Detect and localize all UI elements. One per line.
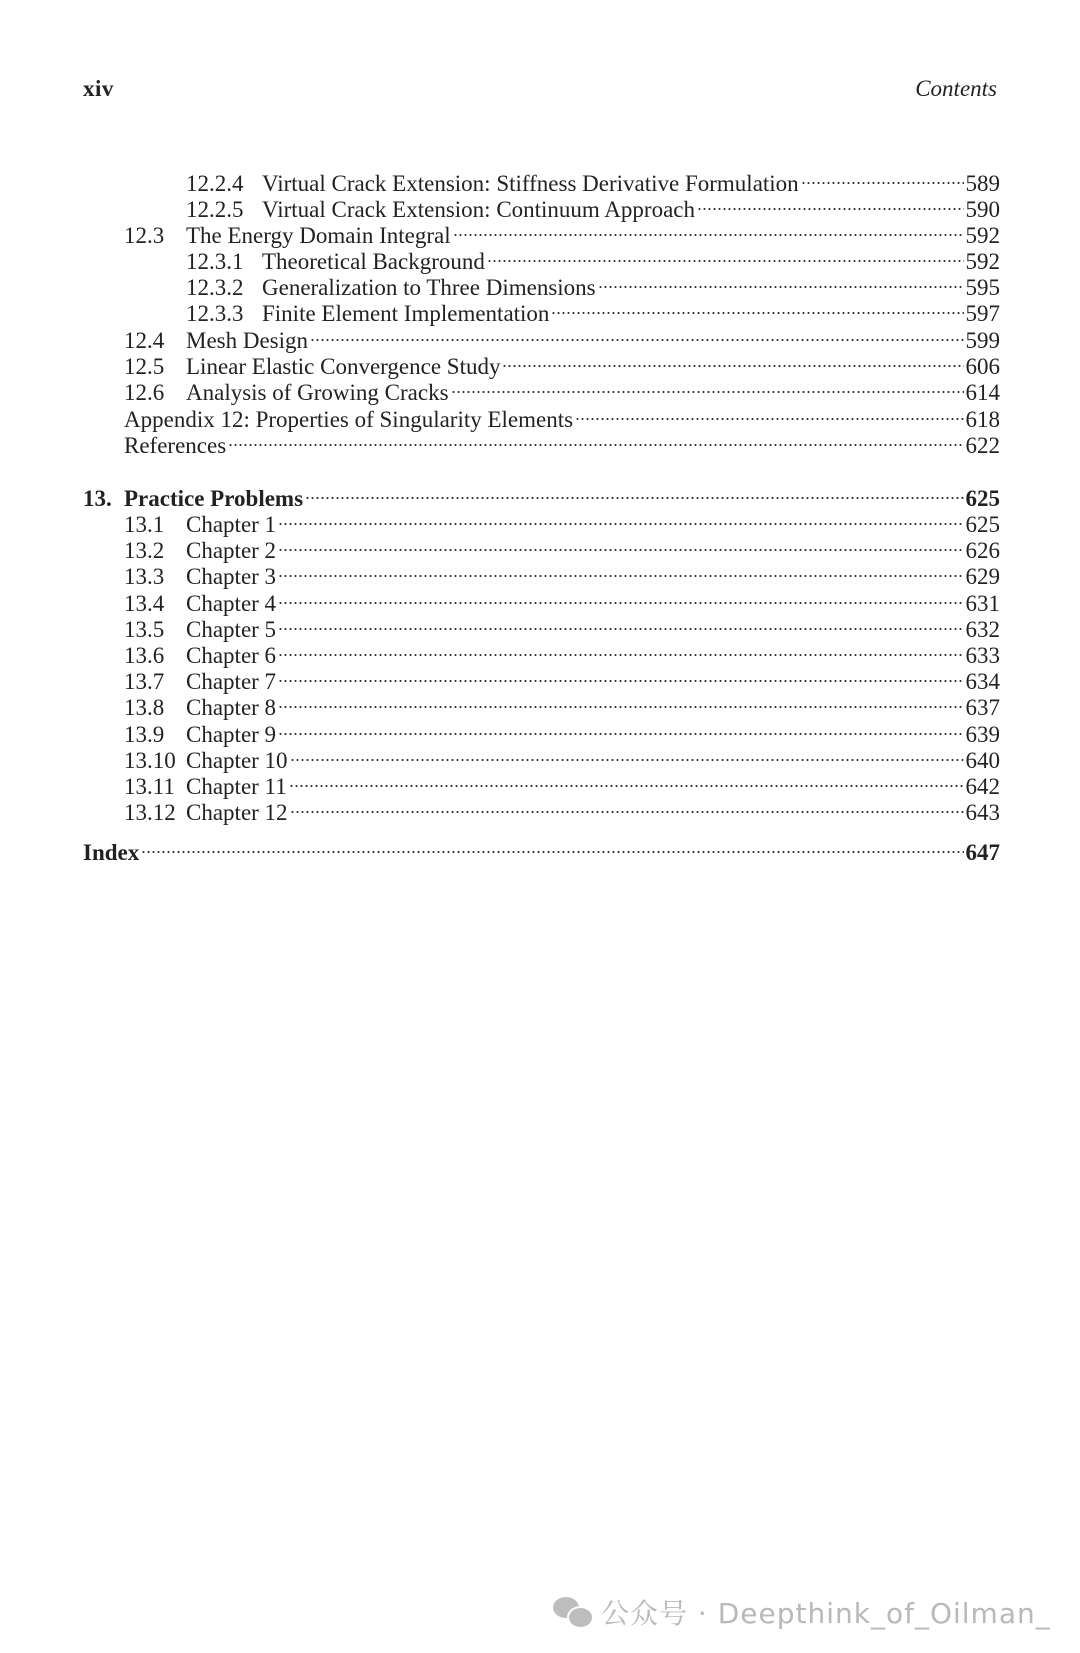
toc-entry-number: 13.7 — [124, 669, 165, 694]
toc-entry[interactable] — [83, 773, 1000, 801]
toc-entry-number: 13.5 — [124, 617, 165, 642]
toc-entry[interactable] — [83, 668, 1000, 696]
toc-entry[interactable] — [83, 590, 1000, 618]
toc-entry[interactable] — [83, 511, 1000, 539]
toc-entry[interactable] — [83, 406, 1000, 434]
toc-entry-number: 13.1 — [124, 512, 165, 537]
dot-leader — [278, 547, 963, 553]
dot-leader — [278, 652, 963, 658]
toc-entry[interactable] — [83, 839, 1000, 867]
dot-leader — [487, 258, 964, 264]
toc-entry-number: 12.3.2 — [186, 275, 244, 300]
toc-entry-page: 625 — [965, 512, 1000, 537]
toc-entry-title: Appendix 12: Properties of Singularity Elements — [124, 407, 574, 432]
toc-entry-number: 12.3 — [124, 223, 165, 248]
toc-entry[interactable] — [83, 300, 1000, 328]
toc-entry-number: 13.10 — [124, 748, 176, 773]
toc-entry-number: 13.11 — [124, 774, 175, 799]
toc-entry-title: Chapter 1 — [186, 512, 277, 537]
toc-entry-page: 634 — [965, 669, 1000, 694]
dot-leader — [551, 310, 963, 316]
toc-entry[interactable] — [83, 799, 1000, 827]
toc-entry[interactable] — [83, 616, 1000, 644]
toc-entry-title: Generalization to Three Dimensions — [262, 275, 596, 300]
toc-entry[interactable] — [83, 379, 1000, 407]
toc-entry-title: Theoretical Background — [262, 249, 485, 274]
toc-entry-page: 626 — [965, 538, 1000, 563]
dot-leader — [278, 573, 963, 579]
toc-entry-page: 631 — [965, 591, 1000, 616]
toc-entry-page: 640 — [965, 748, 1000, 773]
toc-entry-page: 606 — [965, 354, 1000, 379]
toc-entry-title: Chapter 9 — [186, 722, 277, 747]
dot-leader — [305, 495, 963, 501]
toc-entry-title: Chapter 4 — [186, 591, 277, 616]
dot-leader — [451, 389, 964, 395]
watermark — [553, 1592, 1051, 1632]
dot-leader — [310, 337, 963, 343]
toc-entry-number: 13.12 — [124, 800, 176, 825]
dot-leader — [228, 442, 963, 448]
dot-leader — [278, 521, 963, 527]
dot-leader — [278, 731, 963, 737]
toc-entry-number: 12.5 — [124, 354, 165, 379]
toc-entry-page: 592 — [965, 249, 1000, 274]
toc-entry[interactable] — [83, 563, 1000, 591]
toc-entry-title: References — [124, 433, 227, 458]
dot-leader — [289, 783, 964, 789]
toc-entry-number: 12.6 — [124, 380, 165, 405]
toc-entry[interactable] — [83, 721, 1000, 749]
page-number: xiv — [83, 76, 114, 101]
dot-leader — [598, 284, 964, 290]
toc-entry-title: Index — [83, 840, 140, 865]
toc-entry-number: 13. — [83, 486, 112, 511]
running-title: Contents — [915, 76, 997, 101]
dot-leader — [697, 206, 964, 212]
dot-leader — [278, 678, 963, 684]
toc-entry-page: 647 — [965, 840, 1000, 865]
toc-entry-number: 12.3.1 — [186, 249, 244, 274]
dot-leader — [290, 809, 964, 815]
toc-entry-title: Chapter 12 — [186, 800, 288, 825]
toc-entry-number: 13.3 — [124, 564, 165, 589]
toc-entry[interactable] — [83, 747, 1000, 775]
dot-leader — [278, 600, 963, 606]
toc-entry[interactable] — [83, 222, 1000, 250]
toc-entry[interactable] — [83, 694, 1000, 722]
toc-entry-number: 13.6 — [124, 643, 165, 668]
toc-entry-number: 12.2.4 — [186, 171, 244, 196]
toc-entry-number: 12.4 — [124, 328, 165, 353]
toc-entry-title: Chapter 10 — [186, 748, 288, 773]
toc-entry[interactable] — [83, 196, 1000, 224]
toc-entry-title: Analysis of Growing Cracks — [186, 380, 449, 405]
toc-entry-title: Virtual Crack Extension: Stiffness Derivative Formulation — [262, 171, 799, 196]
dot-leader — [278, 626, 963, 632]
dot-leader — [801, 180, 964, 186]
toc-entry[interactable] — [83, 170, 1000, 198]
toc-entry-number: 12.3.3 — [186, 301, 244, 326]
dot-leader — [453, 232, 964, 238]
toc-entry-page: 597 — [965, 301, 1000, 326]
toc-entry-page: 622 — [965, 433, 1000, 458]
toc-entry[interactable] — [83, 353, 1000, 381]
toc-entry-page: 595 — [965, 275, 1000, 300]
toc-entry-title: Practice Problems — [124, 486, 304, 511]
toc-entry-number: 13.2 — [124, 538, 165, 563]
dot-leader — [575, 416, 963, 422]
toc-entry-page: 642 — [965, 774, 1000, 799]
toc-entry-title: Virtual Crack Extension: Continuum Approach — [262, 197, 695, 222]
toc-entry[interactable] — [83, 537, 1000, 565]
toc-entry-page: 625 — [965, 486, 1000, 511]
toc-entry[interactable] — [83, 432, 1000, 460]
toc-entry-number: 12.2.5 — [186, 197, 244, 222]
toc-entry-page: 629 — [965, 564, 1000, 589]
toc-entry-title: Chapter 6 — [186, 643, 277, 668]
toc-entry-title: Chapter 8 — [186, 695, 277, 720]
toc-entry-page: 614 — [965, 380, 1000, 405]
dot-leader — [502, 363, 963, 369]
toc-entry-title: Finite Element Implementation — [262, 301, 550, 326]
toc-entry-number: 13.8 — [124, 695, 165, 720]
wechat-icon — [553, 1597, 591, 1627]
toc-entry[interactable] — [83, 485, 1000, 513]
toc-entry-page: 633 — [965, 643, 1000, 668]
toc-entry-page: 599 — [965, 328, 1000, 353]
toc-entry-number: 13.9 — [124, 722, 165, 747]
toc-entry[interactable] — [83, 248, 1000, 276]
toc-entry-page: 590 — [965, 197, 1000, 222]
toc-entry[interactable] — [83, 274, 1000, 302]
toc-entry-page: 618 — [965, 407, 1000, 432]
toc-entry-title: Mesh Design — [186, 328, 309, 353]
toc-entry-title: Chapter 2 — [186, 538, 277, 563]
dot-leader — [278, 704, 963, 710]
toc-entry-page: 632 — [965, 617, 1000, 642]
toc-entry-title: Chapter 11 — [186, 774, 287, 799]
toc-entry-title: The Energy Domain Integral — [186, 223, 451, 248]
watermark-text: 公众号 · Deepthink_of_Oilman_ — [601, 1597, 1051, 1630]
toc-entry-page: 589 — [965, 171, 1000, 196]
toc-entry[interactable] — [83, 327, 1000, 355]
toc-entry-title: Chapter 3 — [186, 564, 277, 589]
dot-leader — [290, 757, 964, 763]
toc-entry-number: 13.4 — [124, 591, 165, 616]
toc-entry-page: 592 — [965, 223, 1000, 248]
dot-leader — [141, 849, 963, 855]
toc-entry-page: 643 — [965, 800, 1000, 825]
toc-entry-title: Chapter 7 — [186, 669, 277, 694]
toc-entry-page: 637 — [965, 695, 1000, 720]
toc-entry-title: Linear Elastic Convergence Study — [186, 354, 501, 379]
toc-entry[interactable] — [83, 642, 1000, 670]
toc-entry-page: 639 — [965, 722, 1000, 747]
toc-entry-title: Chapter 5 — [186, 617, 277, 642]
